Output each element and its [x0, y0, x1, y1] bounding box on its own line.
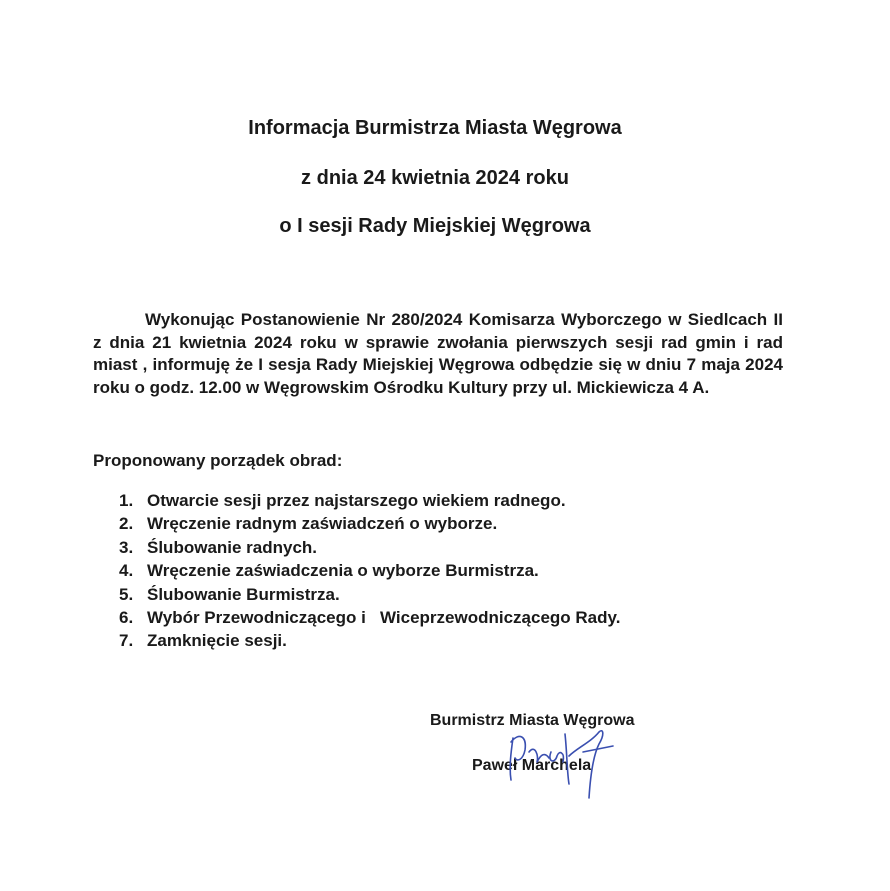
agenda-item-text: Zamknięcie sesji.	[147, 631, 287, 651]
agenda-item-text: Otwarcie sesji przez najstarszego wiekiem radnego.	[147, 491, 566, 510]
agenda-item-number: 4.	[119, 561, 134, 581]
agenda-item	[93, 559, 620, 582]
signature-stroke	[511, 736, 525, 759]
agenda-list	[93, 489, 620, 653]
signature-stroke	[529, 749, 549, 762]
agenda-item	[93, 489, 620, 512]
announcement-paragraph: Wykonując Postanowienie Nr 280/2024 Komisarza Wyborczego w Siedlcach II z dnia 21 kwietnia 2024 roku w sprawie zwołania pierwszych sesji rad gmin i rad miast , informuję że I sesja Rady Miejskiej Węgrowa odbędzie się w dniu 7 maja 2024 roku o godz. 12.00 w Węgrowskim Ośrodku Kultury przy ul. Mickiewicza 4 A.	[93, 310, 783, 397]
signature-stroke	[510, 738, 513, 780]
signature-stroke	[565, 734, 569, 784]
agenda-heading: Proponowany porządek obrad:	[93, 451, 343, 470]
signature-stroke	[550, 752, 564, 762]
agenda-item	[93, 606, 620, 629]
signature-stroke	[569, 731, 603, 798]
agenda-item	[93, 629, 620, 652]
document-subject: o I sesji Rady Miejskiej Węgrowa	[279, 215, 591, 237]
agenda-item-number: 3.	[119, 537, 134, 557]
agenda-item-number: 1.	[119, 491, 134, 510]
handwritten-signature	[495, 722, 625, 802]
agenda-item-text: Wręczenie radnym zaświadczeń o wyborze.	[147, 514, 498, 534]
agenda-item	[93, 536, 620, 559]
agenda-item-number: 5.	[119, 584, 134, 604]
agenda-item-text: Ślubowanie radnych.	[147, 537, 318, 557]
document-date: z dnia 24 kwietnia 2024 roku	[301, 167, 569, 189]
agenda-item	[93, 512, 620, 535]
agenda-item	[93, 583, 620, 606]
document-title: Informacja Burmistrza Miasta Węgrowa	[248, 117, 622, 139]
agenda-item-text: Wybór Przewodniczącego i Wiceprzewodniczącego Rady.	[147, 608, 621, 628]
agenda-item-number: 2.	[119, 514, 134, 534]
signature-strokes	[510, 731, 613, 798]
agenda-item-text: Wręczenie zaświadczenia o wyborze Burmistrza.	[147, 561, 539, 581]
agenda-item-text: Ślubowanie Burmistrza.	[147, 584, 340, 604]
agenda-item-number: 6.	[119, 608, 134, 628]
signatory-title: Burmistrz Miasta Węgrowa	[430, 712, 635, 729]
agenda-item-number: 7.	[119, 631, 134, 651]
signatory-name: Paweł Marchela	[472, 757, 592, 774]
